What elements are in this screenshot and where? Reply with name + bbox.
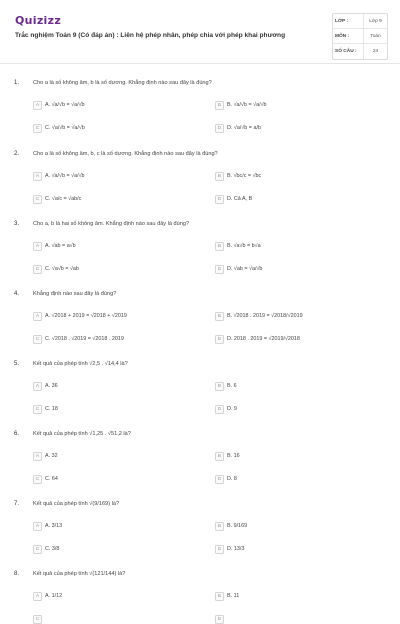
option-letter-box: A	[33, 101, 42, 110]
option-letter-box: D	[215, 335, 224, 344]
option-text: C. √a√b = √ab	[45, 266, 79, 272]
option-text: D. 9	[227, 406, 237, 412]
option-text: A. √a/√b = √a/√b	[45, 173, 85, 179]
option-letter-box: A	[33, 312, 42, 321]
option-c[interactable]	[33, 123, 85, 133]
option-c[interactable]	[33, 544, 59, 554]
option-d[interactable]	[215, 334, 300, 344]
option-text: B. √a√b = b√a	[227, 243, 261, 249]
option-letter-box: C	[33, 615, 42, 624]
option-d[interactable]	[215, 474, 237, 484]
option-text: D. √ab = √a/√b	[227, 266, 263, 272]
option-letter-box: C	[33, 124, 42, 133]
question-number: 1.	[14, 80, 20, 86]
option-text: B. √a/√b = √a/√b	[227, 102, 267, 108]
option-text: A. √a/√b = √a/√b	[45, 102, 85, 108]
option-d[interactable]	[215, 264, 262, 274]
option-letter-box: B	[215, 522, 224, 531]
option-a[interactable]	[33, 591, 62, 601]
question-number: 5.	[14, 361, 20, 367]
option-text: C. 3/8	[45, 546, 60, 552]
option-text: D. √a/√b = a/b	[227, 125, 261, 131]
option-letter-box: B	[215, 382, 224, 391]
option-letter-box: D	[215, 545, 224, 554]
option-text: A. 36	[45, 383, 58, 389]
question-number: 3.	[14, 221, 20, 227]
option-text: A. 1/12	[45, 593, 63, 599]
option-letter-box: A	[33, 172, 42, 181]
option-text: B. 9/169	[227, 523, 248, 529]
option-b[interactable]	[215, 451, 240, 461]
option-text: B. 11	[227, 593, 240, 599]
option-d[interactable]	[215, 123, 261, 133]
option-text: A. √ab = a√b	[45, 243, 76, 249]
option-b[interactable]	[215, 171, 261, 181]
question-number: 8.	[14, 571, 20, 577]
option-a[interactable]	[33, 521, 62, 531]
option-a[interactable]	[33, 381, 58, 391]
option-letter-box: C	[33, 475, 42, 484]
option-letter-box: A	[33, 592, 42, 601]
option-letter-box: A	[33, 452, 42, 461]
option-b[interactable]	[215, 591, 239, 601]
meta-row-class	[333, 14, 387, 29]
option-text: B. √bc/c = √bc	[227, 173, 262, 179]
option-text: C. √a/√b = √a/√b	[45, 125, 85, 131]
meta-table	[332, 13, 388, 60]
question-text: Kết quả của phép tính √(121/144) là?	[33, 571, 126, 577]
question-text: Cho a là số không âm, b, c là số dương. Khẳng định nào sau đây là đúng?	[33, 151, 218, 157]
option-letter-box: B	[215, 452, 224, 461]
option-text: C. 18	[45, 406, 58, 412]
meta-value: 24	[363, 44, 387, 59]
question-text: Kết quả của phép tính √1,25 . √51,2 là?	[33, 431, 131, 437]
option-text: C. √2018 . √2019 = √2018 . 2019	[45, 336, 124, 342]
option-c[interactable]	[33, 264, 79, 274]
quizizz-logo: Quizizz	[15, 14, 62, 27]
option-c[interactable]	[33, 194, 81, 204]
option-letter-box: B	[215, 172, 224, 181]
option-letter-box: B	[215, 242, 224, 251]
option-text: B. 6	[227, 383, 237, 389]
option-letter-box: B	[215, 312, 224, 321]
option-letter-box: A	[33, 382, 42, 391]
option-letter-box: D	[215, 475, 224, 484]
option-d[interactable]	[215, 404, 237, 414]
option-text: D. Cả A, B	[227, 196, 253, 202]
option-b[interactable]	[215, 311, 303, 321]
question-text: Cho a, b là hai số không âm. Khẳng định nào sau đây là đúng?	[33, 221, 190, 227]
option-letter-box: C	[33, 195, 42, 204]
question-number: 2.	[14, 151, 20, 157]
option-d[interactable]	[215, 614, 227, 624]
option-a[interactable]	[33, 451, 58, 461]
meta-label: MÔN :	[335, 33, 350, 39]
question-number: 6.	[14, 431, 20, 437]
option-text: D. 2018 . 2019 = √2019/√2018	[227, 336, 300, 342]
option-c[interactable]	[33, 614, 45, 624]
option-b[interactable]	[215, 100, 267, 110]
option-text: B. 16	[227, 453, 240, 459]
meta-value: Toán	[363, 29, 387, 43]
option-text: D. 8	[227, 476, 237, 482]
meta-label: LỚP :	[335, 18, 349, 24]
option-letter-box: C	[33, 265, 42, 274]
option-letter-box: B	[215, 101, 224, 110]
option-letter-box: C	[33, 335, 42, 344]
option-d[interactable]	[215, 194, 252, 204]
option-letter-box: C	[33, 405, 42, 414]
header-divider	[0, 63, 400, 64]
option-a[interactable]	[33, 311, 127, 321]
option-text: B. √2018 . 2019 = √2018/√2019	[227, 313, 303, 319]
question-text: Kết quả của phép tính √2,5 . √14,4 là?	[33, 361, 128, 367]
question-text: Kết quả của phép tính √(9/169) là?	[33, 501, 120, 507]
option-c[interactable]	[33, 404, 58, 414]
page-title: Trắc nghiệm Toán 9 (Có đáp án) : Liên hệ phép nhân, phép chia với phép khai phương	[15, 32, 286, 39]
option-letter-box: D	[215, 405, 224, 414]
option-text: C. √a/c = √ab/c	[45, 196, 82, 202]
option-letter-box: B	[215, 592, 224, 601]
option-text: A. 3/13	[45, 523, 63, 529]
option-letter-box: D	[215, 195, 224, 204]
question-number: 4.	[14, 291, 20, 297]
option-letter-box: D	[215, 615, 224, 624]
meta-value: Lớp 9	[363, 14, 387, 28]
option-letter-box: D	[215, 265, 224, 274]
meta-label: SỐ CÂU :	[335, 49, 357, 54]
option-c[interactable]	[33, 474, 58, 484]
option-a[interactable]	[33, 241, 76, 251]
option-b[interactable]	[215, 521, 247, 531]
question-number: 7.	[14, 501, 20, 507]
option-text: D. 13/3	[227, 546, 245, 552]
option-letter-box: A	[33, 522, 42, 531]
option-text: A. 32	[45, 453, 58, 459]
option-letter-box: C	[33, 545, 42, 554]
option-a[interactable]	[33, 100, 85, 110]
option-text: C. 64	[45, 476, 58, 482]
meta-row-count	[333, 44, 387, 59]
option-a[interactable]	[33, 171, 85, 181]
option-letter-box: A	[33, 242, 42, 251]
option-b[interactable]	[215, 381, 237, 391]
question-text: Khẳng định nào sau đây là đúng?	[33, 291, 117, 297]
option-b[interactable]	[215, 241, 261, 251]
option-c[interactable]	[33, 334, 124, 344]
question-text: Cho a là số không âm, b là số dương. Khẳng định nào sau đây là đúng?	[33, 80, 212, 86]
meta-row-subject	[333, 29, 387, 44]
option-letter-box: D	[215, 124, 224, 133]
option-text: A. √2018 + 2019 = √2018 + √2019	[45, 313, 127, 319]
option-d[interactable]	[215, 544, 244, 554]
